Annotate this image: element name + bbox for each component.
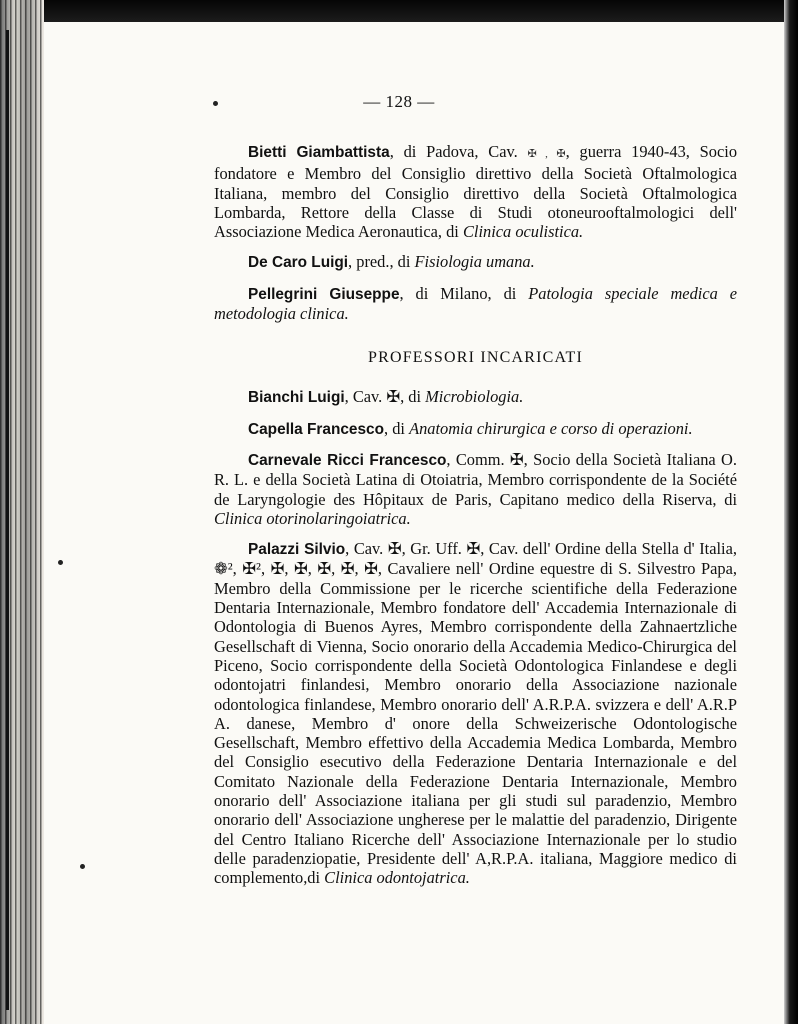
course-name: Clinica oculistica. — [462, 222, 584, 242]
person-name: Bianchi Luigi — [248, 389, 345, 407]
entry-palazzi — [214, 539, 737, 887]
decoration-symbols: ✠ , ✠ — [527, 148, 566, 160]
person-name: Carnevale Ricci Francesco — [248, 451, 447, 469]
person-name: Palazzi Silvio — [248, 541, 346, 559]
person-name: Capella Francesco — [248, 420, 385, 438]
page-body — [214, 142, 737, 899]
scan-top-edge — [0, 0, 798, 22]
course-name: Clinica odontojatrica. — [324, 868, 470, 888]
section-heading: PROFESSORI INCARICATI — [367, 349, 583, 367]
course-name: Clinica otorinolaringoiatrica. — [214, 508, 411, 528]
course-name: Anatomia chirurgica e corso di operazioni. — [409, 418, 693, 438]
entry-capella — [214, 419, 737, 439]
person-name: De Caro Luigi — [248, 254, 349, 272]
person-name: Pellegrini Giuseppe — [248, 285, 400, 303]
entry-text: , Cav. ✠, di — [344, 387, 426, 407]
scan-right-edge — [784, 0, 798, 1024]
entry-text: , guerra 1940-43, Socio fondatore e Membro del Consiglio direttivo della Società Oftalmologica Italiana, membro del Consiglio direttivo della Società Oftalmologica Lombarda, Rettore della Classe di Studi otoneurooftalmologici dell' Associazione Medica Aeronautica, di — [214, 142, 738, 242]
entry-bianchi — [214, 387, 737, 407]
person-name: Bietti Giambattista — [248, 144, 390, 161]
book-binding-edge — [0, 0, 44, 1024]
entry-text: , di — [384, 418, 410, 438]
entry-de-caro — [214, 252, 737, 272]
course-name: Patologia speciale medica e metodologia clinica. — [214, 283, 737, 324]
entry-text: , pred., di — [348, 252, 415, 272]
page-number: — 128 — — [363, 92, 435, 111]
entry-text: , Comm. ✠, Socio della Società Italiana O. R. L. e della Società Latina di Otoiatria, Membro corrispondente de la Société de Laryngologie des Hôpitaux de Paris, Capitano medico della Riserva, di — [214, 449, 737, 509]
ink-speck — [80, 864, 85, 869]
course-name: Microbiologia. — [425, 387, 524, 407]
entry-bietti — [214, 142, 737, 241]
entry-carnevale-ricci — [214, 450, 737, 528]
course-name: Fisiologia umana. — [414, 252, 535, 272]
entry-text: , di Padova, Cav. — [389, 142, 528, 161]
ink-speck — [58, 560, 63, 565]
entry-pellegrini — [214, 284, 737, 324]
entry-text: , di Milano, di — [399, 283, 529, 303]
entry-text: , Cav. ✠, Gr. Uff. ✠, Cav. dell' Ordine della Stella d' Italia, ❁², ✠², ✠, ✠, ✠, ✠, ✠, Cavaliere nell' Ordine equestre di S. Silvestro Papa, Membro della Commissione per le ricerche scientifiche della Federazione Dentaria Internazionale, Membro fondatore dell' Accademia Internazionale di Odontologia di Buenos Ayres, Membro corrispondente della Zahnaertzliche Gesellschaft di Vienna, Socio onorario della Accademia Medico-Chirurgica del Piceno, Socio corrispondente della Società Odontologica Finlandese e degli odontojatri finlandesi, Membro onorario della Associazione nazionale odontologica finlandese, Membro onorario dell' A.R.P.A. svizzera e dell' A.R.P A. danese, Membro d' onore della Schweizerische Odontologische Gesellschaft, Membro effettivo della Accademia Medica Lombarda, Membro del Consiglio esecutivo della Federazione Dentaria Internazionale e del Comitato Nazionale della Federazione Dentaria Internazionale, Membro onorario dell' Associazione italiana per gli studi sul paradenzio, Membro onorario dell' Associazione ungherese per le malattie del paradenzio, Dirigente del Centro Italiano Ricerche dell' Associazione Internazionale per lo studio delle paradenziopatie, Presidente dell' A,R.P.A. italiana, Maggiore medico di complemento,di — [214, 539, 737, 888]
